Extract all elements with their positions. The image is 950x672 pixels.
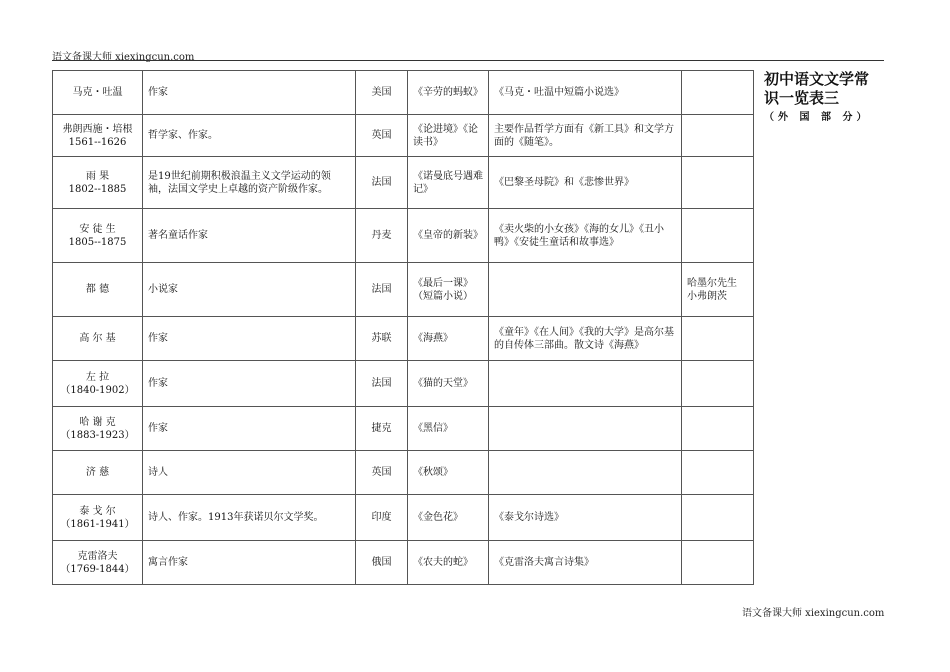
work-cell: 《海燕》: [408, 317, 489, 361]
table-row: [53, 451, 754, 495]
table-row: [53, 407, 754, 451]
description-cell: 寓言作家: [143, 541, 356, 585]
country-cell: 苏联: [356, 317, 408, 361]
author-name: 克雷洛夫: [77, 550, 118, 562]
country-cell: 英国: [356, 451, 408, 495]
note-cell: [682, 115, 754, 157]
country-cell: 美国: [356, 71, 408, 115]
table-body: [53, 71, 754, 585]
note-cell: [682, 157, 754, 209]
other-works-cell: 《童年》《在人间》《我的大学》是高尔基的自传体三部曲。散文诗《海燕》: [489, 317, 682, 361]
table-row: [53, 361, 754, 407]
note-cell: 哈墨尔先生 小弗朗茨: [682, 263, 754, 317]
author-cell: [53, 361, 143, 407]
table-row: [53, 495, 754, 541]
author-years: 1561--1626: [68, 136, 127, 148]
country-cell: 法国: [356, 361, 408, 407]
country-cell: 捷克: [356, 407, 408, 451]
description-cell: 作家: [143, 71, 356, 115]
table-row: [53, 157, 754, 209]
work-cell: 《金色花》: [408, 495, 489, 541]
author-cell: [53, 209, 143, 263]
work-cell: 《最后一课》（短篇小说）: [408, 263, 489, 317]
other-works-cell: [489, 361, 682, 407]
note-cell: [682, 407, 754, 451]
work-cell: 《秋颂》: [408, 451, 489, 495]
country-cell: 英国: [356, 115, 408, 157]
work-cell: 《皇帝的新装》: [408, 209, 489, 263]
other-works-cell: [489, 263, 682, 317]
work-cell: 《辛劳的蚂蚁》: [408, 71, 489, 115]
description-cell: 著名童话作家: [143, 209, 356, 263]
side-subtitle: （外 国 部 分）: [764, 112, 871, 123]
work-cell: 《黑信》: [408, 407, 489, 451]
description-cell: 作家: [143, 407, 356, 451]
author-name: 高 尔 基: [79, 333, 116, 344]
description-cell: 作家: [143, 317, 356, 361]
other-works-cell: [489, 407, 682, 451]
work-cell: 《诺曼底号遇难记》: [408, 157, 489, 209]
description-cell: 小说家: [143, 263, 356, 317]
work-cell: 《论进境》《论读书》: [408, 115, 489, 157]
author-name: 泰 戈 尔: [79, 505, 116, 517]
author-years: （1769-1844）: [60, 563, 135, 575]
table-row: [53, 317, 754, 361]
author-cell: [53, 263, 143, 317]
country-cell: 俄国: [356, 541, 408, 585]
country-cell: 印度: [356, 495, 408, 541]
author-years: （1840-1902）: [60, 384, 135, 396]
author-name: 哈 谢 克: [79, 416, 116, 428]
other-works-cell: 主要作品哲学方面有《新工具》和文学方面的《随笔》。: [489, 115, 682, 157]
table-row: [53, 263, 754, 317]
author-name: 左 拉: [85, 371, 110, 383]
other-works-cell: 《马克・吐温中短篇小说选》: [489, 71, 682, 115]
author-name: 马克・吐温: [72, 87, 123, 98]
author-years: （1861-1941）: [60, 518, 135, 530]
note-cell: [682, 317, 754, 361]
author-cell: [53, 157, 143, 209]
author-name: 济 慈: [85, 467, 110, 478]
note-cell: [682, 209, 754, 263]
other-works-cell: 《泰戈尔诗选》: [489, 495, 682, 541]
author-name: 弗朗西施・培根: [62, 123, 133, 135]
note-cell: [682, 451, 754, 495]
description-cell: 诗人、作家。1913年获诺贝尔文学奖。: [143, 495, 356, 541]
author-cell: [53, 317, 143, 361]
other-works-cell: [489, 451, 682, 495]
author-years: 1802--1885: [68, 183, 127, 195]
table-row: [53, 541, 754, 585]
table-row: [53, 115, 754, 157]
author-cell: [53, 71, 143, 115]
other-works-cell: 《克雷洛夫寓言诗集》: [489, 541, 682, 585]
page-footer: 语文备课大师 xiexingcun.com: [742, 608, 885, 619]
literature-table: [52, 70, 754, 585]
other-works-cell: 《巴黎圣母院》和《悲惨世界》: [489, 157, 682, 209]
author-name: 安 徒 生: [79, 223, 116, 235]
author-name: 雨 果: [85, 170, 110, 182]
description-cell: 诗人: [143, 451, 356, 495]
work-cell: 《农夫的蛇》: [408, 541, 489, 585]
author-name: 都 德: [85, 284, 110, 295]
country-cell: 法国: [356, 157, 408, 209]
header-rule: [52, 60, 884, 61]
author-cell: [53, 495, 143, 541]
note-cell: [682, 361, 754, 407]
country-cell: 丹麦: [356, 209, 408, 263]
page-header: 语文备课大师 xiexingcun.com: [52, 52, 195, 63]
table-row: [53, 71, 754, 115]
description-cell: 是19世纪前期积极浪温主义文学运动的领袖，法国文学史上卓越的资产阶级作家。: [143, 157, 356, 209]
side-title: 初中语文文学常识一览表三: [764, 70, 870, 107]
description-cell: 哲学家、作家。: [143, 115, 356, 157]
note-cell: [682, 71, 754, 115]
author-cell: [53, 451, 143, 495]
author-years: 1805--1875: [68, 236, 127, 248]
note-cell: [682, 541, 754, 585]
author-years: （1883-1923）: [60, 429, 135, 441]
table-row: [53, 209, 754, 263]
work-cell: 《猫的天堂》: [408, 361, 489, 407]
other-works-cell: 《卖火柴的小女孩》《海的女儿》《丑小鸭》《安徒生童话和故事选》: [489, 209, 682, 263]
author-cell: [53, 541, 143, 585]
author-cell: [53, 115, 143, 157]
description-cell: 作家: [143, 361, 356, 407]
author-cell: [53, 407, 143, 451]
note-cell: [682, 495, 754, 541]
country-cell: 法国: [356, 263, 408, 317]
